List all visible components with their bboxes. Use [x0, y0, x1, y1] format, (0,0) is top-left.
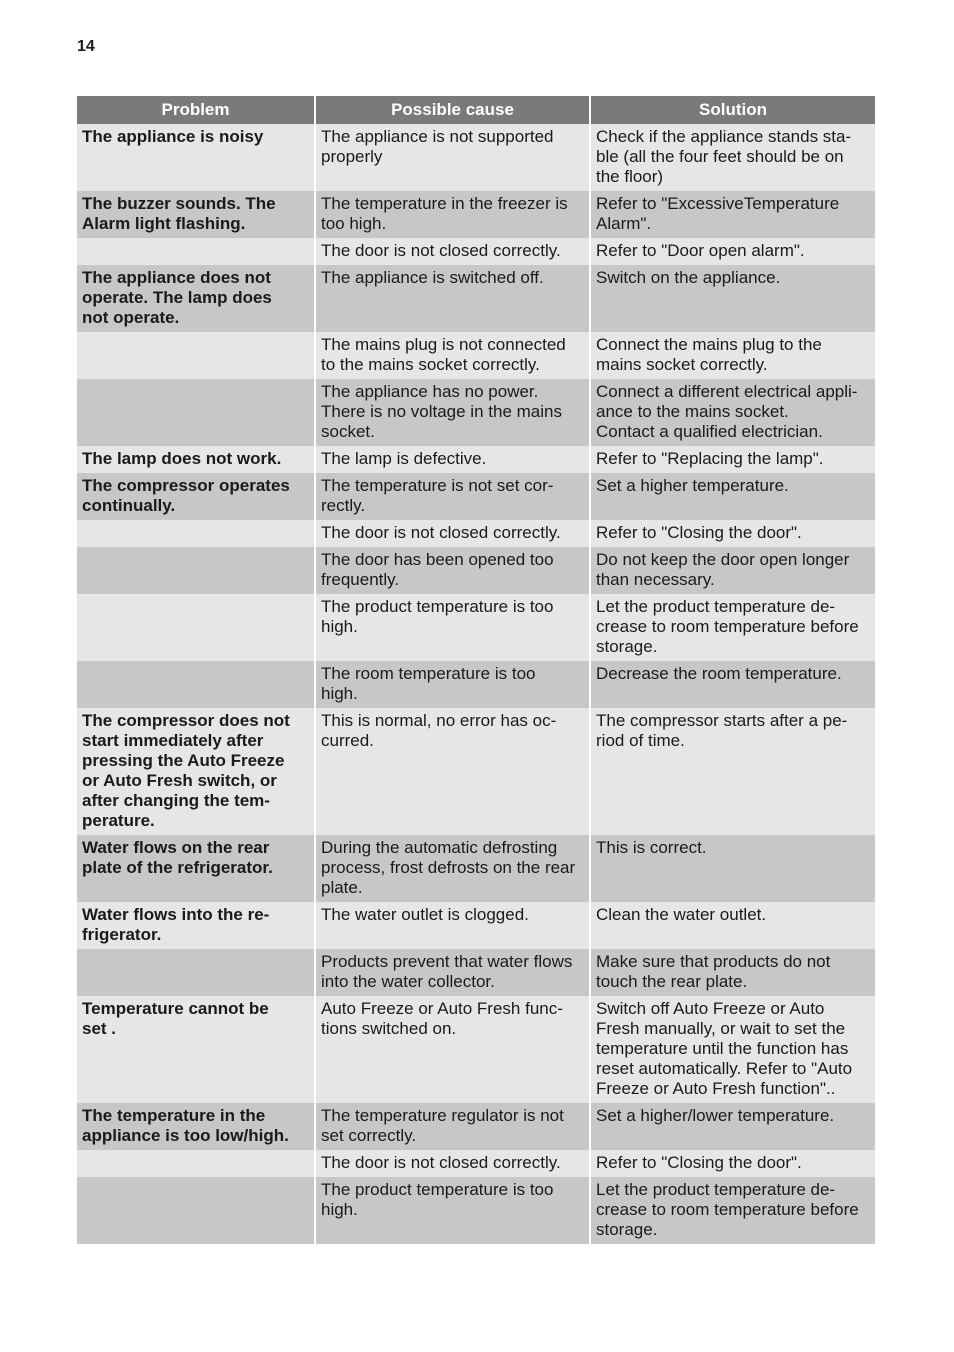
cause-cell: The product temperature is too high. — [315, 1177, 590, 1244]
cause-cell: The door is not closed correctly. — [315, 238, 590, 265]
problem-cell — [77, 520, 315, 547]
table-row — [77, 594, 875, 661]
solution-cell: Refer to "ExcessiveTemperature Alarm". — [590, 191, 875, 238]
cause-cell: This is normal, no error has oc- curred. — [315, 708, 590, 835]
table-row — [77, 473, 875, 520]
table-row — [77, 708, 875, 835]
cause-cell: The appliance is switched off. — [315, 265, 590, 332]
solution-cell: Refer to "Replacing the lamp". — [590, 446, 875, 473]
problem-cell: The compressor operates continually. — [77, 473, 315, 520]
solution-cell: Make sure that products do not touch the rear plate. — [590, 949, 875, 996]
cause-cell: The door is not closed correctly. — [315, 520, 590, 547]
table-row — [77, 547, 875, 594]
problem-cell — [77, 238, 315, 265]
solution-cell: Refer to "Closing the door". — [590, 520, 875, 547]
table-row — [77, 379, 875, 446]
troubleshooting-table — [77, 96, 875, 1244]
table-row — [77, 191, 875, 238]
solution-cell: Refer to "Closing the door". — [590, 1150, 875, 1177]
problem-cell: Water flows on the rear plate of the refrigerator. — [77, 835, 315, 902]
table-row — [77, 332, 875, 379]
cause-cell: The lamp is defective. — [315, 446, 590, 473]
problem-cell — [77, 379, 315, 446]
table-row — [77, 949, 875, 996]
cause-cell: The temperature is not set cor- rectly. — [315, 473, 590, 520]
table-row — [77, 446, 875, 473]
solution-cell: Connect the mains plug to the mains socket correctly. — [590, 332, 875, 379]
solution-cell: Let the product temperature de- crease to room temperature before storage. — [590, 1177, 875, 1244]
header-problem: Problem — [77, 96, 315, 124]
problem-cell: The appliance does not operate. The lamp does not operate. — [77, 265, 315, 332]
header-solution: Solution — [590, 96, 875, 124]
cause-cell: The room temperature is too high. — [315, 661, 590, 708]
table-row — [77, 238, 875, 265]
page-number: 14 — [77, 38, 95, 55]
table-row — [77, 661, 875, 708]
solution-cell: Clean the water outlet. — [590, 902, 875, 949]
cause-cell: Auto Freeze or Auto Fresh func- tions switched on. — [315, 996, 590, 1103]
cause-cell: The appliance is not supported properly — [315, 124, 590, 191]
table-row — [77, 265, 875, 332]
solution-cell: The compressor starts after a pe- riod of time. — [590, 708, 875, 835]
table-row — [77, 124, 875, 191]
problem-cell: The compressor does not start immediately after pressing the Auto Freeze or Auto Fresh switch, or after changing the tem- perature. — [77, 708, 315, 835]
problem-cell — [77, 949, 315, 996]
problem-cell: The temperature in the appliance is too low/high. — [77, 1103, 315, 1150]
table-body — [77, 124, 875, 1244]
solution-cell: Let the product temperature de- crease to room temperature before storage. — [590, 594, 875, 661]
table-row — [77, 520, 875, 547]
cause-cell: During the automatic defrosting process, frost defrosts on the rear plate. — [315, 835, 590, 902]
problem-cell: Temperature cannot be set . — [77, 996, 315, 1103]
solution-cell: This is correct. — [590, 835, 875, 902]
problem-cell — [77, 332, 315, 379]
cause-cell: The temperature regulator is not set correctly. — [315, 1103, 590, 1150]
solution-cell: Switch off Auto Freeze or Auto Fresh manually, or wait to set the temperature until the function has reset automatically. Refer to "Auto Freeze or Auto Fresh function".. — [590, 996, 875, 1103]
problem-cell — [77, 1150, 315, 1177]
cause-cell: The door has been opened too frequently. — [315, 547, 590, 594]
solution-cell: Refer to "Door open alarm". — [590, 238, 875, 265]
table-row — [77, 1177, 875, 1244]
table-row — [77, 1150, 875, 1177]
solution-cell: Set a higher temperature. — [590, 473, 875, 520]
cause-cell: Products prevent that water flows into the water collector. — [315, 949, 590, 996]
problem-cell: The lamp does not work. — [77, 446, 315, 473]
cause-cell: The temperature in the freezer is too high. — [315, 191, 590, 238]
solution-cell: Set a higher/lower temperature. — [590, 1103, 875, 1150]
problem-cell — [77, 1177, 315, 1244]
cause-cell: The water outlet is clogged. — [315, 902, 590, 949]
header-possible-cause: Possible cause — [315, 96, 590, 124]
cause-cell: The appliance has no power. There is no voltage in the mains socket. — [315, 379, 590, 446]
table-row — [77, 835, 875, 902]
problem-cell: The appliance is noisy — [77, 124, 315, 191]
problem-cell: Water flows into the re- frigerator. — [77, 902, 315, 949]
solution-cell: Connect a different electrical appli- ance to the mains socket. Contact a qualified electrician. — [590, 379, 875, 446]
problem-cell — [77, 594, 315, 661]
table-header-row — [77, 96, 875, 124]
cause-cell: The mains plug is not connected to the mains socket correctly. — [315, 332, 590, 379]
cause-cell: The door is not closed correctly. — [315, 1150, 590, 1177]
solution-cell: Decrease the room temperature. — [590, 661, 875, 708]
cause-cell: The product temperature is too high. — [315, 594, 590, 661]
table-row — [77, 996, 875, 1103]
problem-cell — [77, 547, 315, 594]
table-row — [77, 1103, 875, 1150]
problem-cell — [77, 661, 315, 708]
solution-cell: Check if the appliance stands sta- ble (all the four feet should be on the floor) — [590, 124, 875, 191]
solution-cell: Switch on the appliance. — [590, 265, 875, 332]
problem-cell: The buzzer sounds. The Alarm light flashing. — [77, 191, 315, 238]
table-row — [77, 902, 875, 949]
solution-cell: Do not keep the door open longer than necessary. — [590, 547, 875, 594]
